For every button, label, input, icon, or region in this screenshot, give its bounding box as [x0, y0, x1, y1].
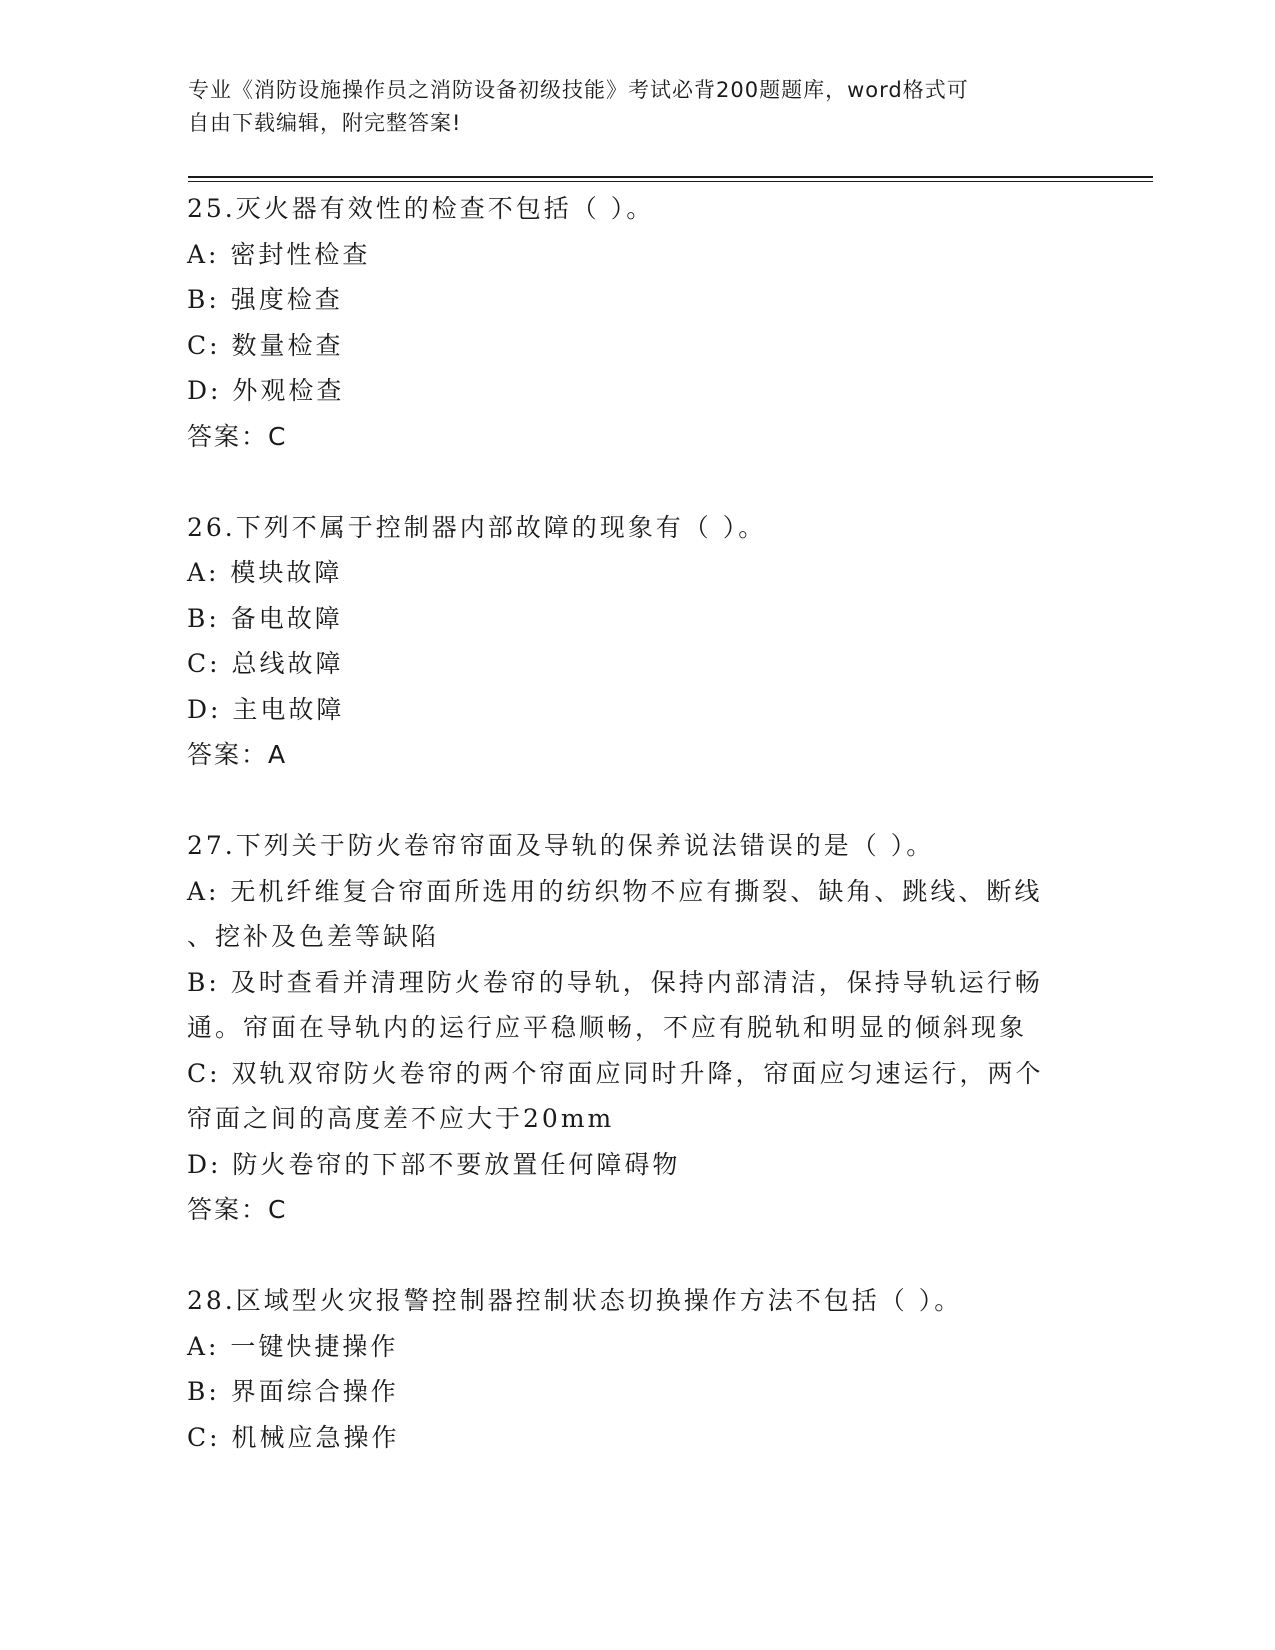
option-b: B: 强度检查 — [187, 285, 343, 314]
answer-label: 答案： — [187, 1195, 269, 1224]
option-a-continued: 、挖补及色差等缺陷 — [187, 922, 440, 951]
option-a: A: 模块故障 — [187, 558, 343, 587]
option-b-continued: 通。帘面在导轨内的运行应平稳顺畅，不应有脱轨和明显的倾斜现象 — [187, 1013, 1028, 1042]
answer-label: 答案： — [187, 421, 269, 451]
question-stem: 25.灭火器有效性的检查不包括（ ）。 — [187, 194, 655, 223]
header-divider-thin — [188, 181, 1153, 182]
option-c: C: 总线故障 — [187, 649, 344, 678]
option-d: D: 防火卷帘的下部不要放置任何障碍物 — [187, 1149, 681, 1179]
option-c: C: 双轨双帘防火卷帘的两个帘面应同时升降，帘面应匀速运行，两个 — [187, 1058, 1044, 1088]
option-b: B: 备电故障 — [187, 603, 343, 633]
question-26 — [187, 505, 1087, 778]
option-b: B: 界面综合操作 — [187, 1377, 399, 1406]
question-stem: 28.区域型火灾报警控制器控制状态切换操作方法不包括（ ）。 — [187, 1286, 963, 1315]
answer-line — [187, 1187, 1087, 1233]
answer-value: A — [268, 740, 288, 769]
header-divider-thick — [188, 176, 1153, 178]
answer-label: 答案： — [187, 740, 269, 769]
option-a: A: 无机纤维复合帘面所选用的纺织物不应有撕裂、缺角、跳线、断线 — [187, 876, 1043, 906]
option-a: A: 一键快捷操作 — [187, 1331, 399, 1361]
question-list — [187, 186, 1087, 1460]
option-b: B: 及时查看并清理防火卷帘的导轨，保持内部清洁，保持导轨运行畅 — [187, 967, 1043, 997]
answer-line — [187, 414, 1087, 460]
header-line-1: 专业《消防设施操作员之消防设备初级技能》考试必背200题题库，word格式可 — [188, 78, 969, 102]
option-c-continued: 帘面之间的高度差不应大于20mm — [187, 1104, 615, 1133]
answer-line — [187, 732, 1087, 778]
option-c: C: 数量检查 — [187, 330, 344, 360]
option-d: D: 外观检查 — [187, 376, 345, 405]
answer-value: C — [268, 421, 288, 451]
question-25 — [187, 186, 1087, 459]
question-28 — [187, 1278, 1087, 1460]
answer-value: C — [268, 1195, 288, 1224]
option-c: C: 机械应急操作 — [187, 1422, 400, 1452]
question-stem: 26.下列不属于控制器内部故障的现象有（ ）。 — [187, 512, 767, 542]
question-stem: 27.下列关于防火卷帘帘面及导轨的保养说法错误的是（ ）。 — [187, 831, 935, 860]
option-d: D: 主电故障 — [187, 694, 345, 724]
question-27 — [187, 823, 1087, 1233]
header-line-2: 自由下载编辑，附完整答案! — [188, 111, 462, 135]
document-header — [188, 74, 1088, 140]
option-a: A: 密封性检查 — [187, 239, 371, 269]
